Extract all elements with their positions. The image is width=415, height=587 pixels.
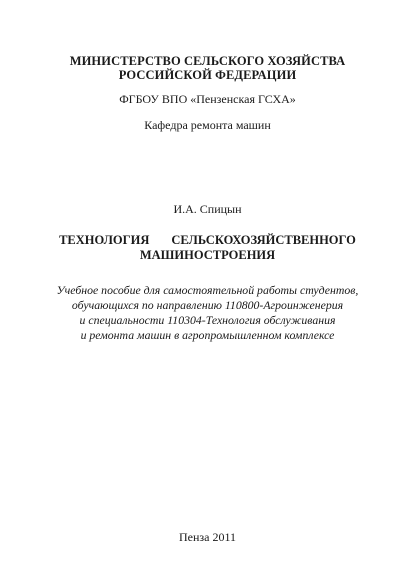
book-title-word-2: СЕЛЬСКОХОЗЯЙСТВЕННОГО [171, 233, 356, 247]
institution-name: ФГБОУ ВПО «Пензенская ГСХА» [119, 92, 296, 106]
book-title-word-1: ТЕХНОЛОГИЯ [59, 233, 150, 247]
ministry-line-2: РОССИЙСКОЙ ФЕДЕРАЦИИ [118, 68, 297, 82]
city-year: Пенза 2011 [178, 530, 237, 544]
description-line-4: и ремонта машин в агропромышленном комплексе [80, 328, 335, 342]
author-name: И.А. Спицын [173, 202, 242, 216]
ministry-line-1: МИНИСТЕРСТВО СЕЛЬСКОГО ХОЗЯЙСТВА [69, 54, 346, 68]
description-line-3: и специальности 110304-Технология обслуживания [79, 313, 336, 327]
book-title-line-1 [0, 233, 415, 248]
book-title-line-2: МАШИНОСТРОЕНИЯ [139, 248, 276, 262]
description-line-1: Учебное пособие для самостоятельной работы студентов, [56, 283, 359, 297]
department-name: Кафедра ремонта машин [144, 118, 271, 132]
description-line-2: обучающихся по направлению 110800-Агроинженерия [71, 298, 344, 312]
